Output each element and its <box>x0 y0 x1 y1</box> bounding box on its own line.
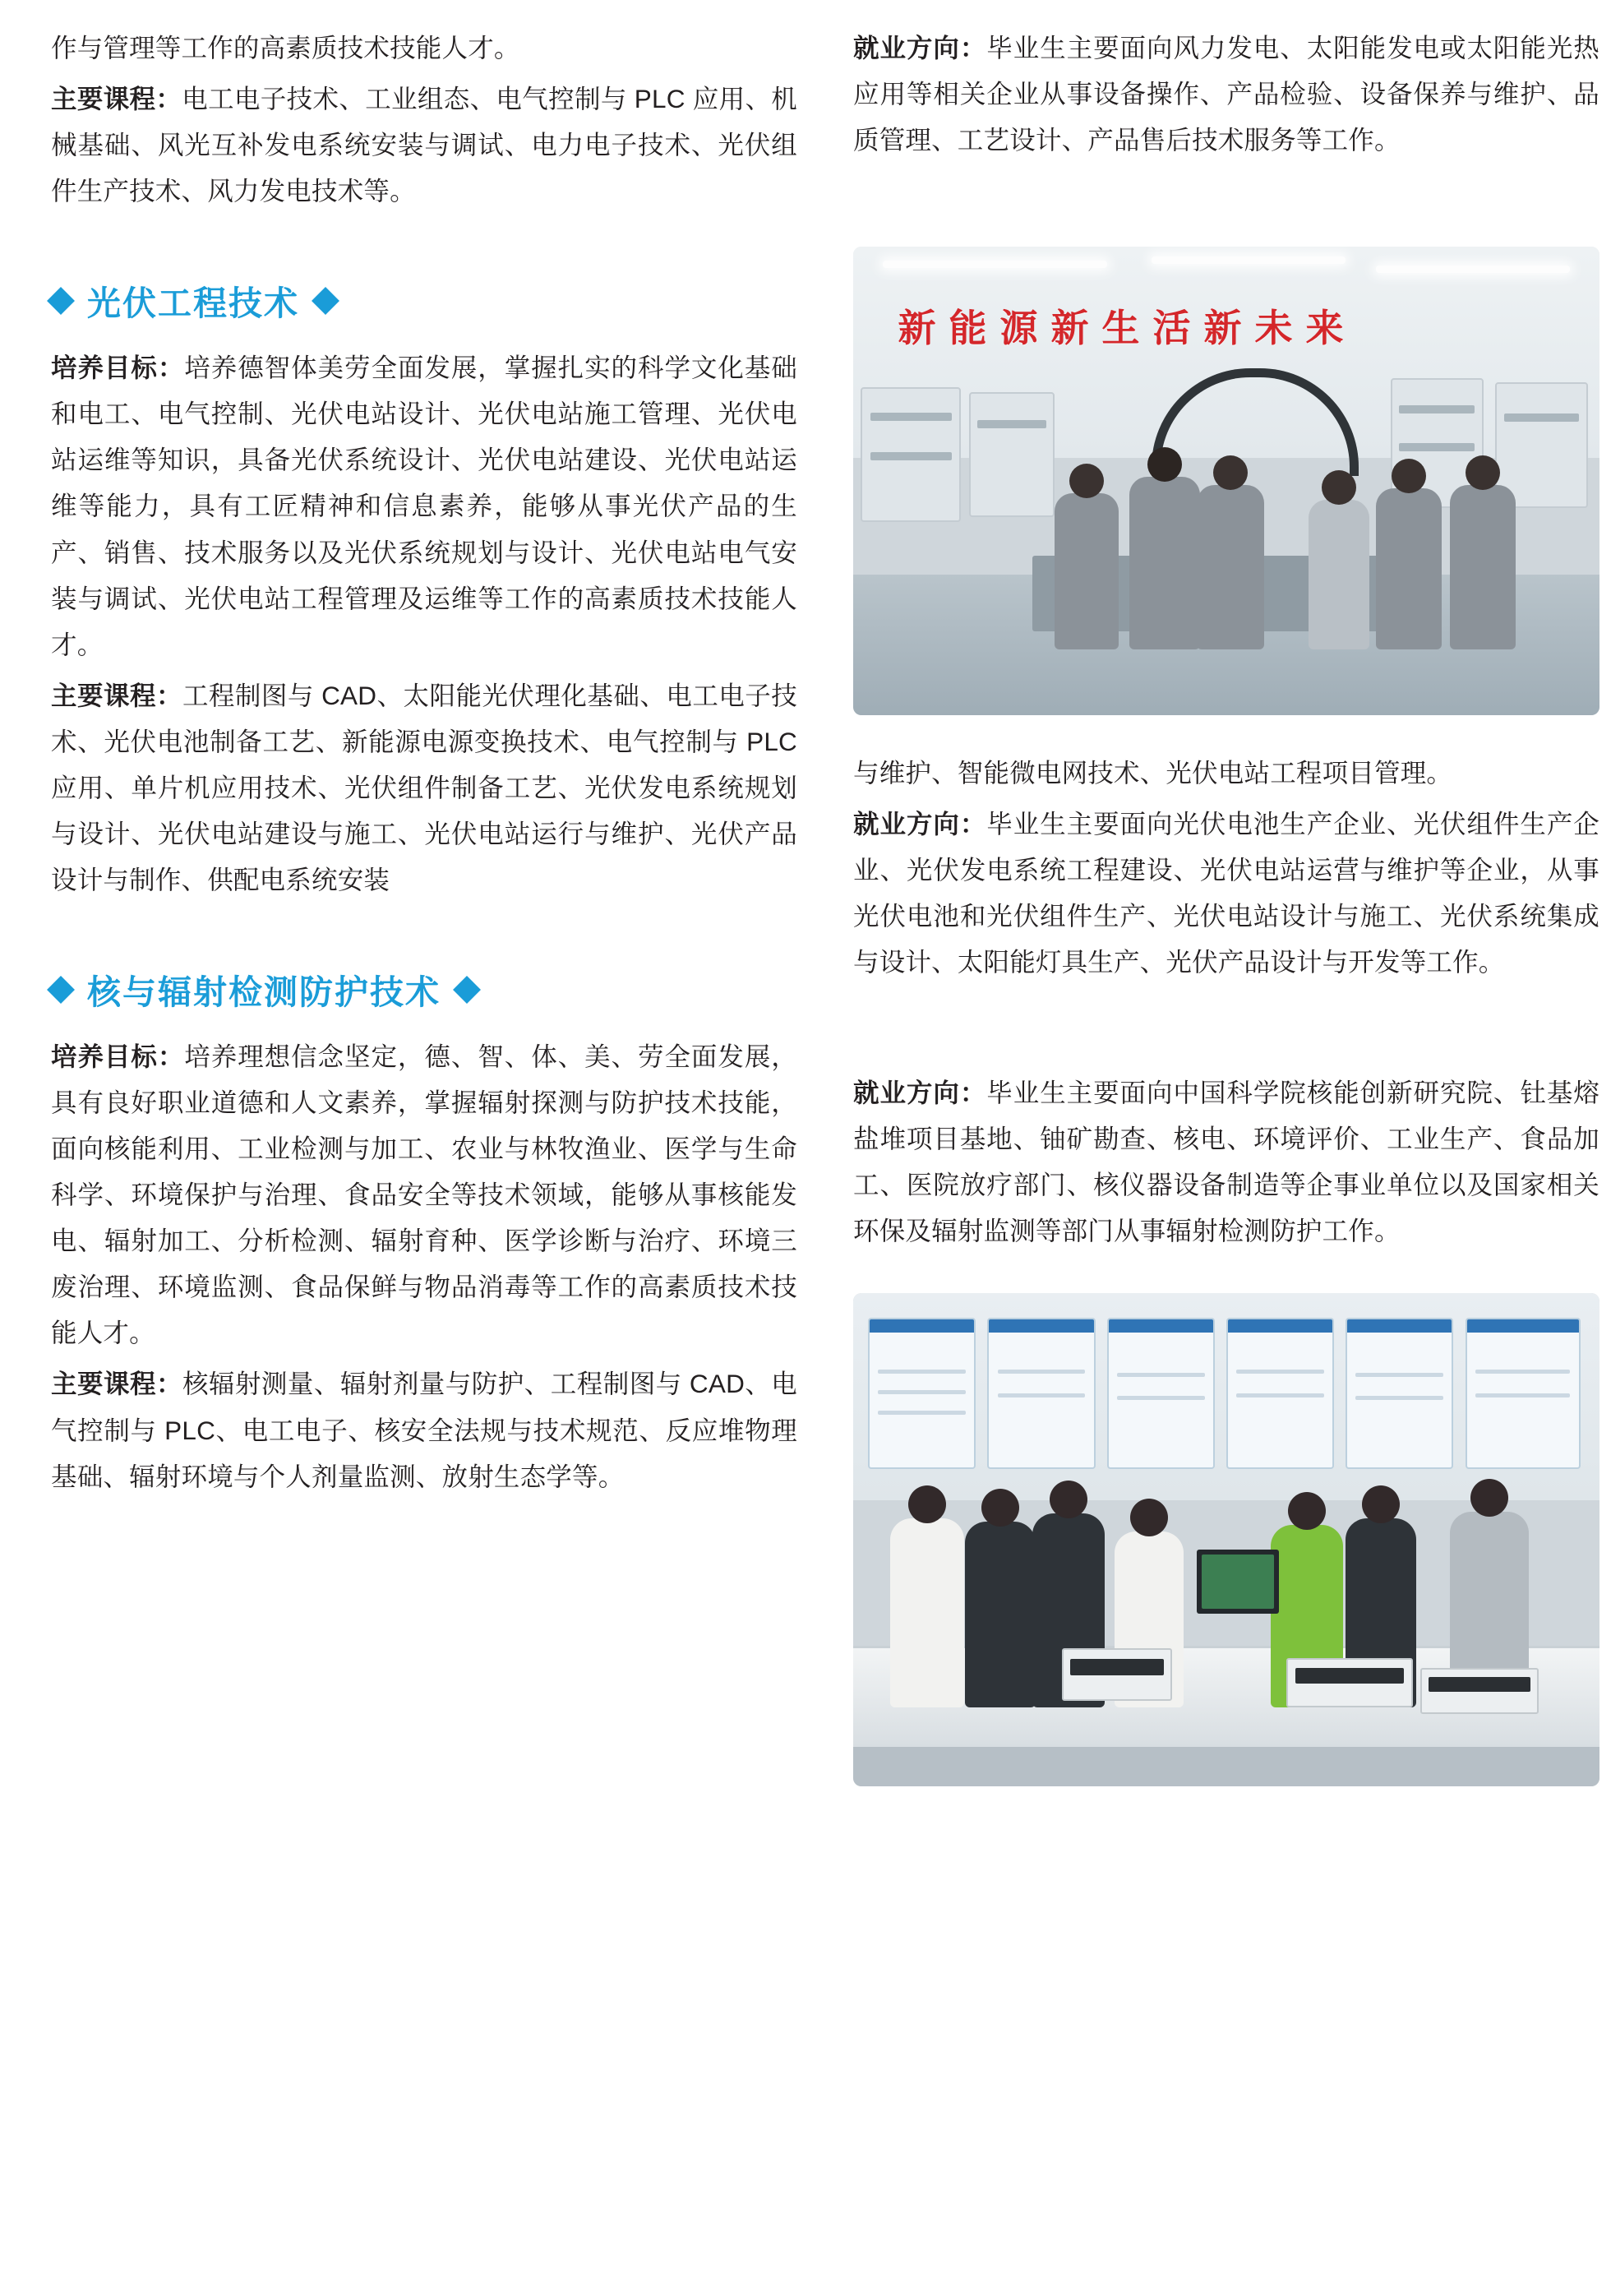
lab-instrument <box>1062 1648 1172 1701</box>
poster-line <box>998 1370 1086 1374</box>
nuclear-training-goal-paragraph <box>51 1033 797 1356</box>
student-figure <box>890 1518 964 1707</box>
photo-banner-text: 新能源新生活新未来 <box>898 305 1357 350</box>
right-column <box>853 25 1599 1786</box>
poster-line <box>1236 1370 1324 1374</box>
poster-line <box>878 1411 966 1415</box>
poster-header <box>1347 1319 1452 1333</box>
pv-courses-continued-paragraph: 与维护、智能微电网技术、光伏电站工程项目管理。 <box>853 758 1453 788</box>
employment-label: 就业方向： <box>853 809 987 839</box>
equipment-cabinet <box>861 387 961 522</box>
poster-header <box>1109 1319 1213 1333</box>
diamond-left-icon <box>47 976 75 1004</box>
wall-poster <box>1107 1318 1215 1469</box>
section-title-pv: 光伏工程技术 <box>87 284 299 324</box>
wall-poster <box>1466 1318 1581 1469</box>
section-title-nuclear: 核与辐射检测防护技术 <box>87 972 441 1012</box>
poster-line <box>878 1370 966 1374</box>
student-figure <box>1376 488 1442 649</box>
main-courses-text: 电工电子技术、工业组态、电气控制与 PLC 应用、机械基础、风光互补发电系统安装与调试、电力电子技术、光伏组件生产技术、风力发电技术等。 <box>51 84 797 206</box>
nuclear-employment-paragraph <box>853 1069 1599 1254</box>
employment-text: 毕业生主要面向风力发电、太阳能发电或太阳能光热应用等相关企业从事设备操作、产品检验、设备保养与维护、品质管理、工艺设计、产品售后技术服务等工作。 <box>853 33 1599 155</box>
nuclear-lab-photo <box>853 1293 1599 1786</box>
poster-header <box>1467 1319 1579 1333</box>
diamond-right-icon <box>453 976 481 1004</box>
wind-main-courses-paragraph <box>51 76 797 214</box>
pv-main-courses-paragraph <box>51 672 797 903</box>
lab-instrument <box>1286 1658 1413 1707</box>
instrument-display <box>1295 1668 1404 1684</box>
lab-monitor <box>1197 1550 1279 1614</box>
lab-instrument <box>1420 1668 1539 1714</box>
wall-poster <box>987 1318 1095 1469</box>
cabinet-strip <box>1504 413 1580 422</box>
poster-line <box>1475 1393 1569 1397</box>
nuclear-main-courses-paragraph <box>51 1361 797 1499</box>
training-goal-text: 培养理想信念坚定，德、智、体、美、劳全面发展，具有良好职业道德和人文素养，掌握辐射探测与防护技术技能，面向核能利用、工业检测与加工、农业与林牧渔业、医学与生命科学、环境保护与治理、食品安全等技术领域，能够从事核能发电、辐射加工、分析检测、辐射育种、医学诊断与治疗、环境三废治理、环境监测、食品保鲜与物品消毒等工作的高素质技术技能人才。 <box>51 1042 797 1348</box>
main-courses-label: 主要课程： <box>51 1369 182 1399</box>
spacer <box>853 991 1599 1069</box>
pv-lab-photo <box>853 247 1599 715</box>
wall-poster <box>868 1318 976 1469</box>
poster-header <box>1228 1319 1332 1333</box>
poster-line <box>1475 1370 1569 1374</box>
diamond-left-icon <box>47 287 75 315</box>
main-courses-text: 工程制图与 CAD、太阳能光伏理化基础、电工电子技术、光伏电池制备工艺、新能源电源变换技术、电气控制与 PLC 应用、单片机应用技术、光伏组件制备工艺、光伏发电系统规划与设计、光伏电站建设与施工、光伏电站运行与维护、光伏产品设计与制作、供配电系统安装 <box>51 680 797 894</box>
poster-header <box>989 1319 1093 1333</box>
main-courses-text: 核辐射测量、辐射剂量与防护、工程制图与 CAD、电气控制与 PLC、电工电子、核安全法规与技术规范、反应堆物理基础、辐射环境与个人剂量监测、放射生态学等。 <box>51 1369 797 1491</box>
training-goal-text: 培养德智体美劳全面发展，掌握扎实的科学文化基础和电工、电气控制、光伏电站设计、光伏电站施工管理、光伏电站运维等知识，具备光伏系统设计、光伏电站建设、光伏电站运维等能力，具有工匠精神和信息素养，能够从事光伏产品的生产、销售、技术服务以及光伏系统规划与设计、光伏电站电气安装与调试、光伏电站工程管理及运维等工作的高素质技术技能人才。 <box>51 353 797 659</box>
employment-label: 就业方向： <box>853 1077 987 1107</box>
student-figure <box>1450 485 1516 649</box>
student-figure <box>1129 477 1200 649</box>
student-figure <box>1309 500 1369 649</box>
training-goal-label: 培养目标： <box>51 353 185 383</box>
poster-line <box>1117 1396 1205 1400</box>
ceiling-light <box>883 261 1106 268</box>
ceiling-light <box>1152 256 1346 264</box>
cabinet-strip <box>870 452 952 460</box>
ceiling-light <box>1376 266 1570 273</box>
diamond-right-icon <box>312 287 339 315</box>
cabinet-strip <box>977 420 1046 428</box>
training-goal-label: 培养目标： <box>51 1042 185 1071</box>
main-courses-label: 主要课程： <box>51 84 182 114</box>
poster-line <box>878 1390 966 1394</box>
wall-poster <box>1226 1318 1334 1469</box>
section-heading-nuclear <box>51 965 797 1014</box>
monitor-screen <box>1202 1555 1274 1609</box>
equipment-cabinet <box>969 392 1055 517</box>
spacer <box>853 715 1599 750</box>
spacer <box>51 219 797 276</box>
spacer <box>853 168 1599 247</box>
left-column <box>51 25 797 1504</box>
photo-floor <box>853 1747 1599 1786</box>
poster-line <box>1355 1396 1443 1400</box>
employment-label: 就业方向： <box>853 33 987 62</box>
section-heading-pv <box>51 276 797 325</box>
pv-employment-paragraph <box>853 801 1599 985</box>
two-column-layout <box>51 25 1599 1786</box>
pv-training-goal-paragraph <box>51 344 797 667</box>
poster-line <box>998 1393 1086 1397</box>
wall-poster <box>1346 1318 1453 1469</box>
employment-text: 毕业生主要面向中国科学院核能创新研究院、钍基熔盐堆项目基地、铀矿勘查、核电、环境评价、工业生产、食品加工、医院放疗部门、核仪器设备制造等企事业单位以及国家相关环保及辐射监测等部门从事辐射检测防护工作。 <box>853 1077 1599 1245</box>
student-figure <box>965 1522 1036 1707</box>
poster-line <box>1355 1373 1443 1377</box>
cabinet-strip <box>1399 405 1475 413</box>
instrument-display <box>1070 1659 1164 1675</box>
student-figure <box>1197 485 1264 649</box>
main-courses-label: 主要课程： <box>51 680 182 710</box>
spacer <box>853 1259 1599 1293</box>
student-figure <box>1055 493 1119 649</box>
cabinet-strip <box>870 413 952 421</box>
poster-header <box>870 1319 974 1333</box>
employment-text: 毕业生主要面向光伏电池生产企业、光伏组件生产企业、光伏发电系统工程建设、光伏电站运营与维护等企业，从事光伏电池和光伏组件生产、光伏电站设计与施工、光伏系统集成与设计、太阳能灯具生产、光伏产品设计与开发等工作。 <box>853 809 1599 977</box>
poster-line <box>1236 1393 1324 1397</box>
instrument-display <box>1429 1677 1530 1692</box>
continuation-paragraph: 作与管理等工作的高素质技术技能人才。 <box>51 33 520 62</box>
cabinet-strip <box>1399 443 1475 451</box>
spacer <box>51 908 797 965</box>
wind-employment-paragraph <box>853 25 1599 163</box>
poster-line <box>1117 1373 1205 1377</box>
